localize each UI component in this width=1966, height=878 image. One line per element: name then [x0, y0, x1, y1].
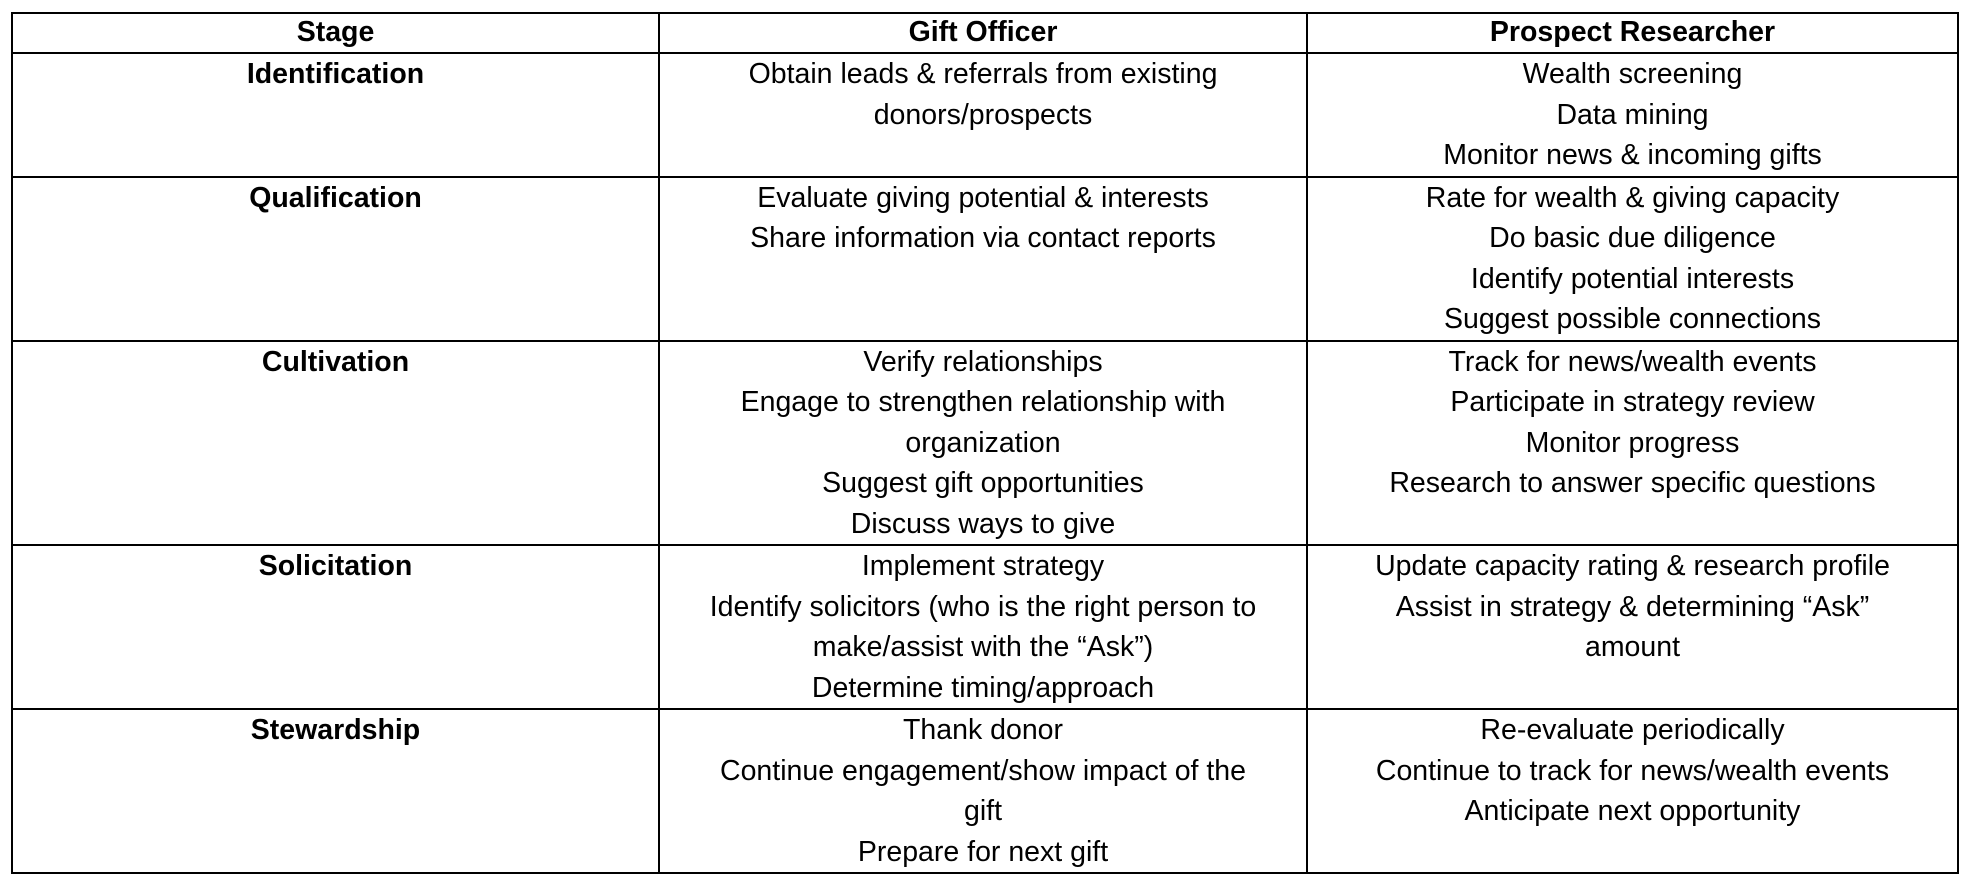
stage-label: Stewardship	[250, 714, 421, 746]
cell-line: Participate in strategy review	[1450, 386, 1815, 418]
cell-line: Share information via contact reports	[750, 222, 1216, 254]
cell-line: Continue to track for news/wealth events	[1375, 754, 1890, 787]
cell-line: Suggest possible connections	[1443, 303, 1822, 335]
cell-line: Determine timing/approach	[811, 671, 1155, 704]
cell-line: Anticipate next opportunity	[1464, 795, 1801, 827]
prospect-researcher-cell	[1307, 341, 1958, 546]
cell-line: Monitor news & incoming gifts	[1443, 139, 1822, 171]
header-gift-officer: Gift Officer	[659, 13, 1307, 53]
stage-cell	[12, 177, 659, 341]
prospect-researcher-cell	[1307, 53, 1958, 177]
stage-label: Cultivation	[261, 345, 410, 378]
cell-line: Suggest gift opportunities	[822, 467, 1144, 499]
stage-label: Qualification	[249, 181, 422, 214]
cell-line: Do basic due diligence	[1489, 222, 1776, 254]
cell-line: Discuss ways to give	[850, 507, 1116, 540]
cell-line: Thank donor	[902, 714, 1064, 746]
cell-line: amount	[1584, 631, 1681, 663]
cell-line: Continue engagement/show impact of the	[720, 754, 1246, 787]
stage-cell	[12, 53, 659, 177]
header-stage: Stage	[12, 13, 659, 53]
stage-cell	[12, 709, 659, 873]
header-prospect-researcher: Prospect Researcher	[1307, 13, 1958, 53]
prospect-researcher-cell	[1307, 545, 1958, 709]
table-row	[12, 545, 1958, 709]
table-row	[12, 53, 1958, 177]
stage-cell	[12, 341, 659, 546]
stage-label: Solicitation	[258, 550, 413, 582]
gift-officer-cell	[659, 177, 1307, 341]
cell-line: Verify relationships	[863, 345, 1103, 378]
cell-line: donors/prospects	[873, 98, 1093, 131]
cell-line: Implement strategy	[861, 550, 1105, 582]
cell-line: Obtain leads & referrals from existing	[748, 58, 1218, 90]
gift-officer-cell	[659, 545, 1307, 709]
prospect-researcher-cell	[1307, 709, 1958, 873]
table-row	[12, 709, 1958, 873]
gift-officer-cell	[659, 709, 1307, 873]
cell-line: Track for news/wealth events	[1448, 345, 1817, 378]
cell-line: Research to answer specific questions	[1389, 467, 1876, 499]
table-row	[12, 177, 1958, 341]
cell-line: Evaluate giving potential & interests	[757, 181, 1209, 214]
cell-line: Identify potential interests	[1470, 262, 1795, 295]
cell-line: Update capacity rating & research profile	[1375, 550, 1890, 582]
cell-line: Data mining	[1556, 98, 1709, 131]
cell-line: Re-evaluate periodically	[1480, 714, 1785, 746]
cell-line: Rate for wealth & giving capacity	[1425, 181, 1840, 214]
stage-roles-table	[11, 12, 1959, 874]
cell-line: Engage to strengthen relationship with	[740, 386, 1226, 418]
cell-line: gift	[963, 795, 1003, 827]
table-row	[12, 341, 1958, 546]
cell-line: Assist in strategy & determining “Ask”	[1395, 590, 1870, 623]
cell-line: make/assist with the “Ask”)	[812, 631, 1154, 663]
stage-label: Identification	[246, 58, 425, 90]
cell-line: Wealth screening	[1522, 58, 1743, 90]
cell-line: Prepare for next gift	[857, 835, 1109, 868]
gift-officer-cell	[659, 53, 1307, 177]
cell-line: Monitor progress	[1525, 426, 1740, 459]
gift-officer-cell	[659, 341, 1307, 546]
prospect-researcher-cell	[1307, 177, 1958, 341]
table-header-row	[12, 13, 1958, 53]
cell-line: Identify solicitors (who is the right person to	[709, 590, 1257, 623]
cell-line: organization	[905, 426, 1061, 459]
stage-cell	[12, 545, 659, 709]
